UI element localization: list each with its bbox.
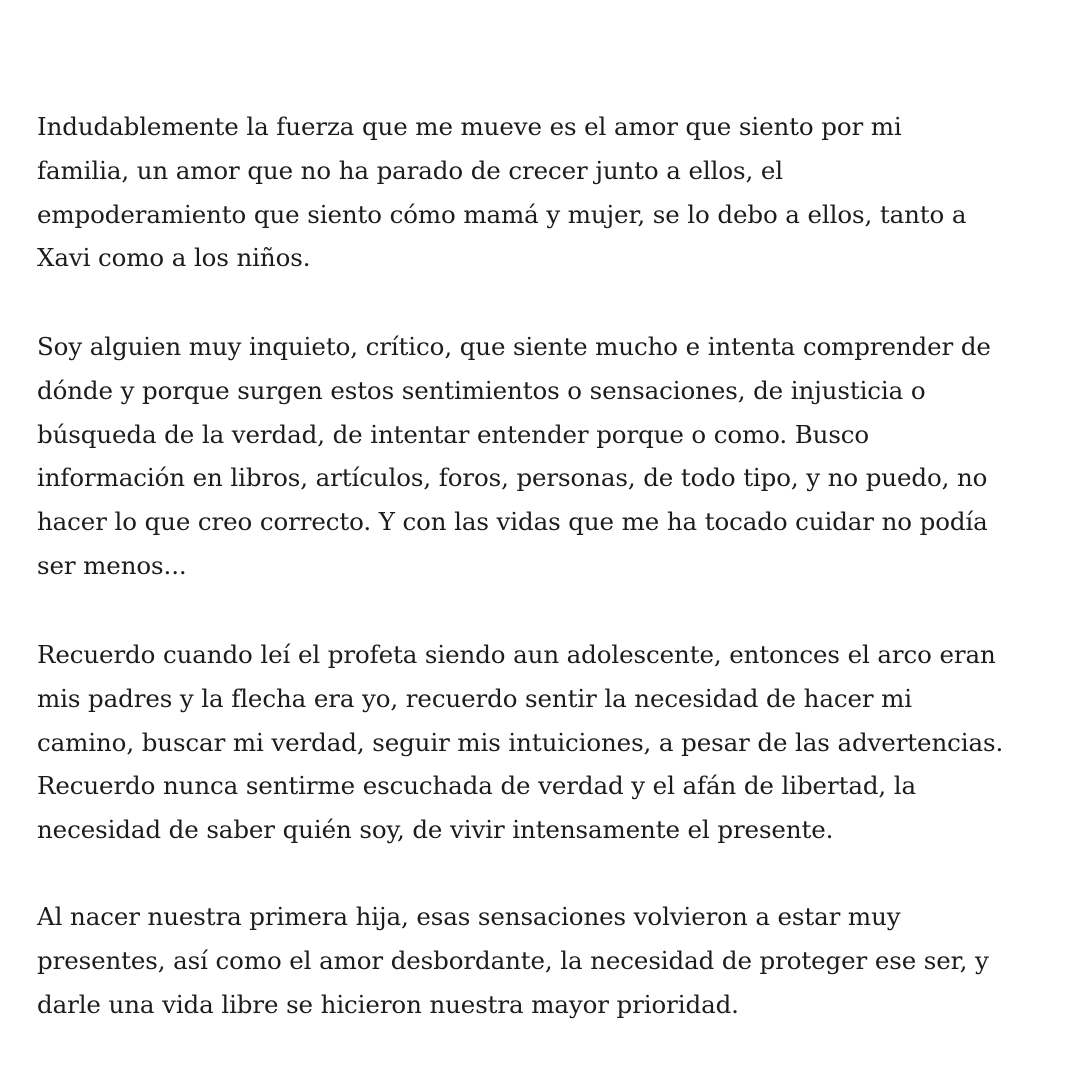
paragraph-4: Al nacer nuestra primera hija, esas sensaciones volvieron a estar muy presentes, así como el amor desbordante, la necesidad de proteger ese ser, y darle una vida libre se hicieron nuestra mayor prioridad. (37, 902, 989, 1019)
paragraph-1: Indudablemente la fuerza que me mueve es el amor que siento por mi familia, un amor que no ha parado de crecer junto a ellos, el empoderamiento que siento cómo mamá y mujer, se lo debo a ellos, tanto a Xavi como a los niños. (37, 112, 967, 273)
paragraph-2: Soy alguien muy inquieto, crítico, que siente mucho e intenta comprender de dónde y porque surgen estos sentimientos o sensaciones, de injusticia o búsqueda de la verdad, de intentar entender porque o como. Busco información en libros, artículos, foros, personas, de todo tipo, y no puedo, no hacer lo que creo correcto. Y con las vidas que me ha tocado cuidar no podía ser menos... (37, 332, 991, 580)
paragraph-3: Recuerdo cuando leí el profeta siendo aun adolescente, entonces el arco eran mis padres y la flecha era yo, recuerdo sentir la necesidad de hacer mi camino, buscar mi verdad, seguir mis intuiciones, a pesar de las advertencias. Recuerdo nunca sentirme escuchada de verdad y el afán de libertad, la necesidad de saber quién soy, de vivir intensamente el presente. (37, 640, 1004, 845)
